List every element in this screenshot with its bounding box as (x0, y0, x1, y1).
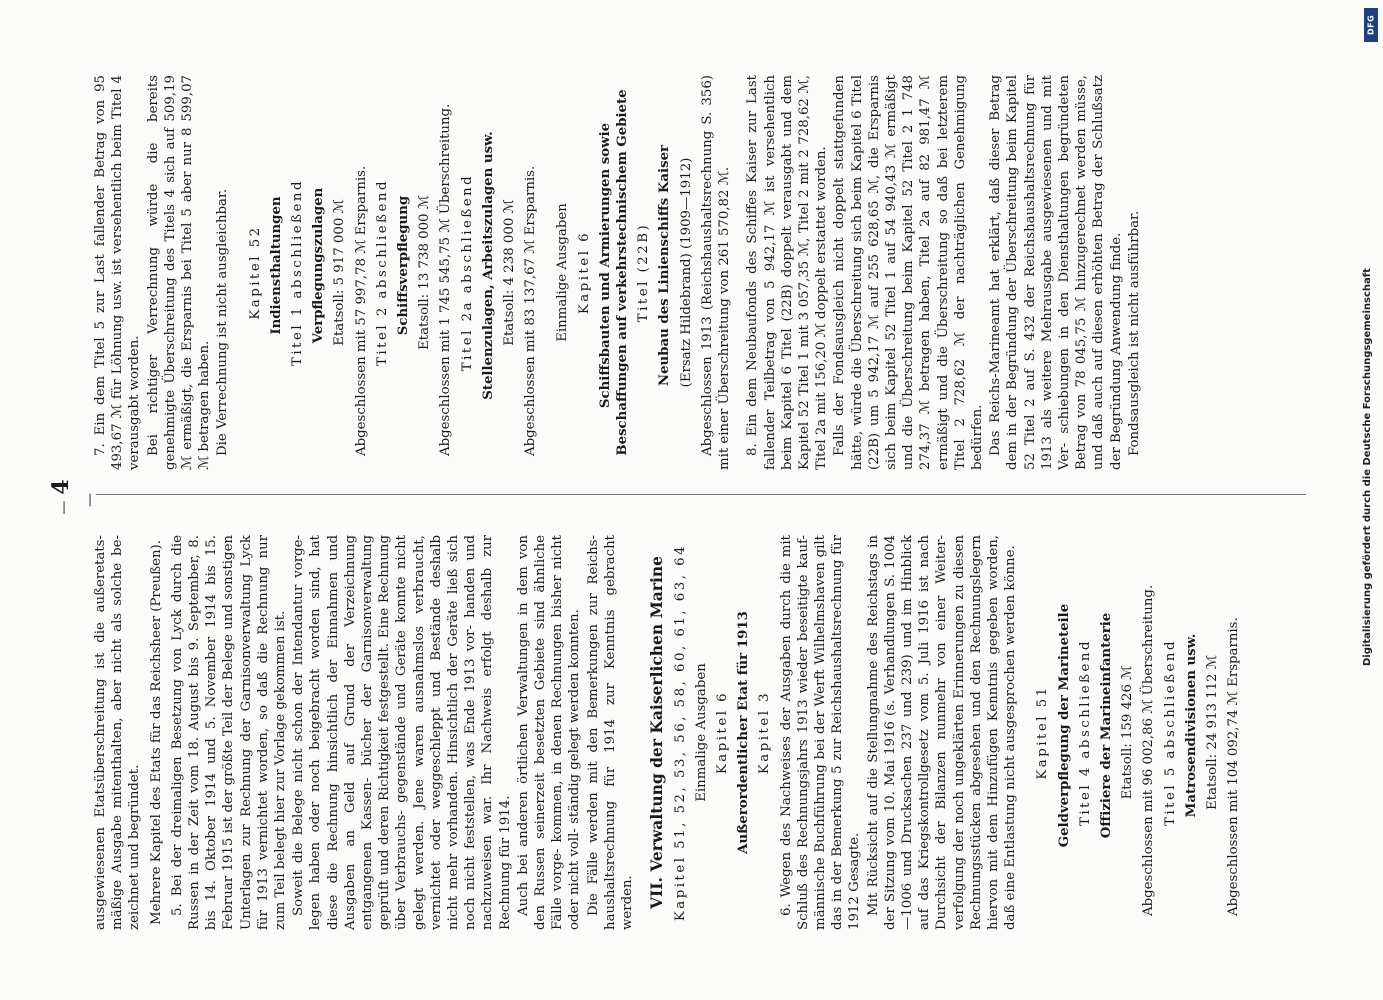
etatsoll: Etatsoll: 5 917 000 ℳ (332, 199, 348, 346)
result-line: Abgeschlossen mit 1 745 545,75 ℳ Überschreitung. (438, 103, 454, 456)
paragraph: Bei richtiger Verrechnung würde die bereits genehmigte Überschreitung des Titels 4 sich auf 509,19 ℳ ermäßigt, die Ersparnis bei Titel 5 aber nur 8 599,07 ℳ betragen haben. (145, 75, 213, 470)
etatsoll: Etatsoll: 4 238 000 ℳ (502, 199, 518, 346)
kapitel-heading: Kapitel 6 (576, 230, 592, 315)
titel-heading: Titel 1 abschließend (290, 179, 306, 366)
titel-heading: Titel (22B) (636, 222, 652, 323)
dfg-logo: DFG (1364, 8, 1378, 42)
titel-name: Verpflegungszulagen (311, 187, 327, 344)
kapitel-subject: Geldverpflegung der Marineteile (1056, 603, 1072, 848)
paragraph: 5. Bei der dreimaligen Besetzung von Lyck durch die Russen in der Zeit vom 18. August bis 9. September, 8. bis 14. Oktober 1914 und 5. November 1914 bis 15. Februar 1915 ist der größte Teil der Belege und sonstigen Unterlagen zur Rechnung der Garnisonverwaltung Lyck für 1913 vernichtet worden, so daß die Rechnung nur zum Teil belegt hier zur Vorlage gekommen ist. (169, 535, 289, 930)
kapitel-heading: Kapitel 52 (247, 225, 263, 320)
kapitel-heading: Kapitel 3 (757, 690, 773, 775)
result-line: Abgeschlossen mit 96 002,86 ℳ Überschreitung. (1141, 584, 1157, 916)
once-heading: Einmalige Ausgaben (555, 203, 571, 342)
paragraph: 6. Wegen des Nachweises der Ausgaben durch die mit Schluß des Rechnungsjahrs 1913 wieder beseitigte kauf- männische Buchführung bei der Werft Wilhelmshaven gilt das in der Bemerkung 5 zur Reichshaushaltsrechnung für 1912 Gesagte. (778, 535, 863, 930)
result-line: Abgeschlossen 1913 (Reichshaushaltsrechnung S. 356) mit einer Überschreitung von 261 570,82 ℳ. (699, 75, 733, 470)
paragraph: ausgewiesenen Etatsüberschreitung ist die außeretats- mäßige Ausgabe mitenthalten, aber nicht als solche be- zeichnet und begründet. (93, 535, 143, 930)
chapters-line: Kapitel 51, 52, 53, 56, 58, 60, 61, 63, 64 (672, 543, 688, 922)
paragraph: Das Reichs-Marineamt hat erklärt, daß dieser Betrag dem in der Begründung der Überschreitung beim Kapitel 52 Titel 2 auf S. 432 der Reichshaushaltsrechnung für 1913 als weitere Mehrausgabe ausgewiesenen und mit Ver- schiebungen in den Diensthaltungen begründeten Betrag von 78 045,75 ℳ hinzugerechnet werden müsse, und daß auch auf diesen erhöhten Betrag der Schlußsatz der Begründung Anwendung finde. (988, 75, 1124, 470)
titel-name: Offiziere der Marineinfanterie (1098, 612, 1114, 839)
paragraph: Falls der Fondsausgleich nicht doppelt stattgefunden hätte, würde die Überschreitung sich beim Kapitel 6 Titel (22B) um 5 942,17 ℳ auf 255 628,65 ℳ, die Ersparnis sich beim Kapitel 52 Titel 1 auf 54 940,43 ℳ ermäßigt und die Überschreitung beim Kapitel 52 Titel 2 1 748 274,37 ℳ betragen haben, Titel 2a auf 82 981,47 ℳ ermäßigt und die Überschreitung so daß bei letzterem Titel 2 728,62 ℳ der nachträglichen Genehmigung bedürfen. (832, 75, 985, 470)
titel-heading: Titel 2a abschließend (459, 173, 475, 372)
etatsoll: Etatsoll: 24 913 112 ℳ (1204, 655, 1220, 810)
titel-heading: Titel 4 abschließend (1077, 639, 1093, 826)
kapitel-subject: Schiffsbauten und Armierungen sowie Beschaffungen auf verkehrstechnischem Gebiete (597, 89, 631, 456)
paragraph: Die Verrechnung ist nicht ausgleichbar. (215, 188, 231, 456)
paragraph: Mit Rücksicht auf die Stellungnahme des Reichstags in der Sitzung vom 10. Mai 1916 (s. Verhandlungen S. 1004—1006 und Drucksachen 237 und 239) und im Hinblick auf das Kriegskontrollgesetz vom 5. Juli 1916 ist nach Durchsicht der Bilanzen nunmehr von einer Weiter- verfolgung der noch ungeklärten Erinnerungen zu diesen Rechnungsstücken abgesehen und den Rechnungslegern hiervon mit dem Hinzufügen Kenntnis gegeben worden, daß eine Entlastung nicht ausgesprochen werden könne. (865, 535, 1019, 930)
chapter-heading: Mehrere Kapitel des Etats für das Reichsheer (Preußen). (148, 540, 164, 925)
paragraph: Fondsausgleich ist nicht ausführbar. (1126, 210, 1142, 456)
titel-subline: (Ersatz Hildebrand) (1909—1912) (678, 157, 694, 388)
paragraph: Auch bei anderen örtlichen Verwaltungen in dem von den Russen seinerzeit besetzten Gebiete sind ähnliche Fälle vorge- kommen, in denen Rechnungen bisher nicht oder nicht voll- ständig gelegt werden konnten. (515, 535, 583, 930)
titel-name: Matrosendivisionen usw. (1183, 633, 1199, 818)
etatsoll: Etatsoll: 13 738 000 ℳ (417, 195, 433, 350)
titel-name: Schiffsverpflegung (396, 195, 412, 336)
paragraph: Die Fälle werden mit den Bemerkungen zur Reichs- haushaltsrechnung für 1914 zur Kenntnis gebracht werden. (585, 535, 636, 930)
digitization-note: Digitalisierung gefördert durch die Deutsche Forschungsgemeinschaft (1362, 268, 1373, 666)
titel-name: Stellenzulagen, Arbeitszulagen usw. (480, 131, 496, 400)
titel-name: Neubau des Linienschiffs Kaiser (657, 144, 673, 387)
titel-heading: Titel 5 abschließend (1162, 639, 1178, 826)
once-heading: Einmalige Ausgaben (693, 663, 709, 802)
paragraph: Soweit die Belege nicht schon der Intendantur vorge- legen haben oder noch beigebracht worden sind, hat diese die Rechnung hinsichtlich der Einnahmen und Ausgaben an Geld auf Grund der Verzeichnung entgangenen Kassen- bücher der Garnisonverwaltung geprüft und deren Richtigkeit festgestellt. Eine Rechnung über Verbrauchs- gegenstände und Geräte konnte nicht gelegt werden. Jene waren ausnahmslos verbraucht, vernichtet oder weggeschleppt und Bestände deshalb nicht mehr vorhanden. Hinsichtlich der Geräte ließ sich noch nicht feststellen, was Ende 1913 vor- handen und nachzuweisen war. Ihr Nachweis erfolgt deshalb zur Rechnung für 1914. (291, 535, 513, 930)
etatsoll: Etatsoll: 159 426 ℳ (1120, 665, 1136, 800)
result-line: Abgeschlossen mit 83 137,67 ℳ Ersparnis. (523, 165, 539, 456)
column-divider (96, 494, 1306, 495)
titel-heading: Titel 2 abschließend (374, 179, 390, 366)
right-column (92, 75, 1144, 470)
kapitel-heading: Kapitel 6 (714, 690, 730, 775)
section-title: VII. Verwaltung der Kaiserlichen Marine (647, 556, 667, 909)
kapitel-subject: Indiensthaltungen (268, 196, 284, 335)
page-number: — 4 — (48, 470, 100, 530)
extra-etat-heading: Außerordentlicher Etat für 1913 (736, 611, 752, 854)
paragraph: 7. Ein dem Titel 5 zur Last fallender Betrag von 95 493,67 ℳ für Löhnung usw. ist versehentlich beim Titel 4 verausgabt worden. (93, 75, 143, 470)
kapitel-heading: Kapitel 51 (1035, 685, 1051, 780)
paragraph: 8. Ein dem Neubaufonds des Schiffes Kaiser zur Last fallender Teilbetrag von 5 942,17 ℳ ist versehentlich beim Kapitel 6 Titel (22B) doppelt verausgabt und dem Kapitel 52 Titel 1 mit 3 057,35 ℳ, Titel 2 mit 2 728,62 ℳ, Titel 2a mit 156,20 ℳ doppelt erstattet worden. (745, 75, 830, 470)
result-line: Abgeschlossen mit 104 092,74 ℳ Ersparnis. (1226, 617, 1242, 916)
left-column (92, 535, 1243, 930)
result-line: Abgeschlossen mit 57 997,78 ℳ Ersparnis. (353, 165, 369, 456)
